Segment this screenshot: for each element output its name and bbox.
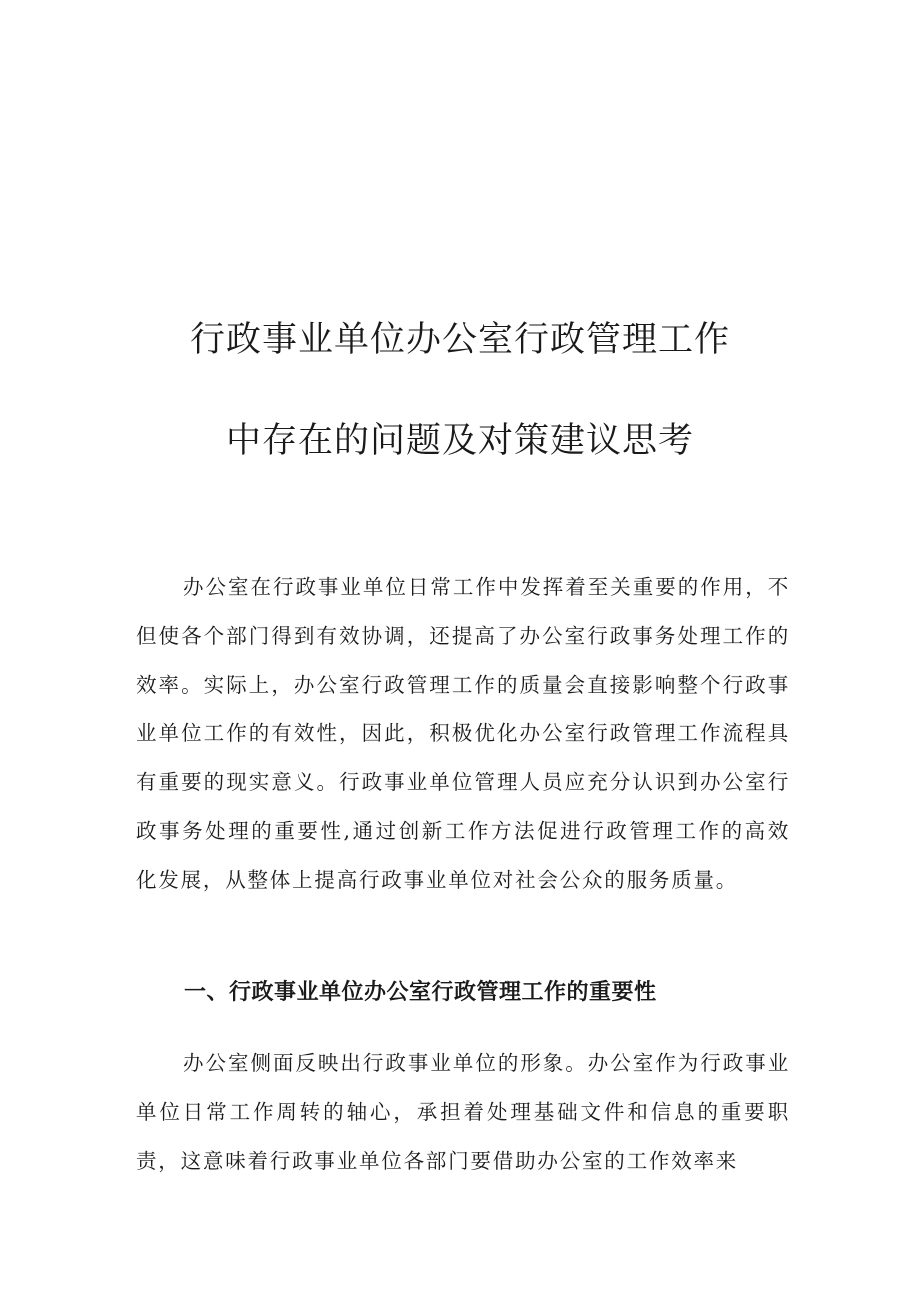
section-heading: 一、行政事业单位办公室行政管理工作的重要性 xyxy=(184,980,657,1005)
section-paragraph: 办公室侧面反映出行政事业单位的形象。办公室作为行政事业单位日常工作周转的轴心，承担着处理基础文件和信息的重要职责，这意味着行政事业单位各部门要借助办公室的工作效率来 xyxy=(136,1051,790,1173)
intro-paragraph: 办公室在行政事业单位日常工作中发挥着至关重要的作用，不但使各个部门得到有效协调，还提高了办公室行政事务处理工作的效率。实际上，办公室行政管理工作的质量会直接影响整个行政事业单位工作的有效性，因此，积极优化办公室行政管理工作流程具有重要的现实意义。行政事业单位管理人员应充分认识到办公室行政事务处理的重要性,通过创新工作方法促进行政管理工作的高效化发展，从整体上提高行政事业单位对社会公众的服务质量。 xyxy=(136,575,790,892)
document-title-line-1: 行政事业单位办公室行政管理工作 xyxy=(189,320,730,360)
document-title-line-2: 中存在的问题及对策建议思考 xyxy=(225,421,694,461)
